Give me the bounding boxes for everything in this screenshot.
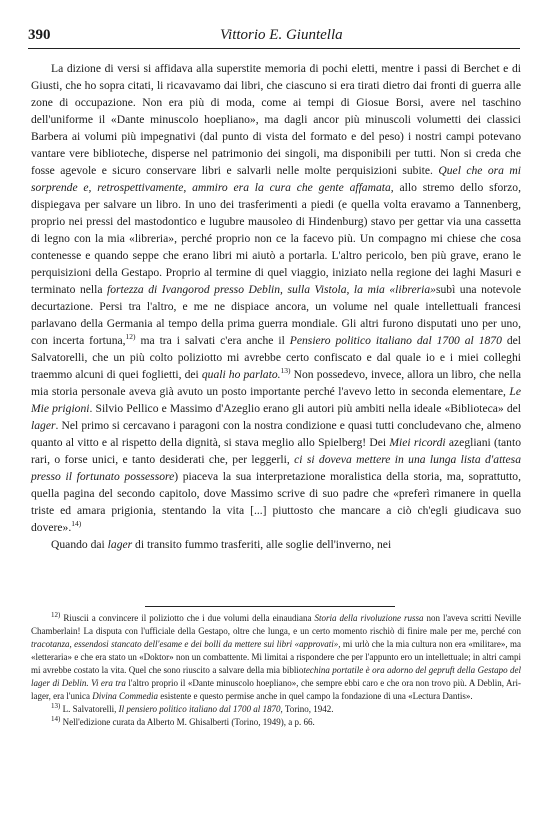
paragraph [31,60,521,536]
italic-run: Divina Commedia [92,691,158,701]
running-title: Vittorio E. Giuntella [220,27,343,43]
text-run: . Nel primo si cercavano i paragoni con la nostra condizione e quasi tutti concludevano che, almeno quanto al vitto e al rispetto della dignità, si stava meglio allo Spielberg! Dei [31,419,521,449]
text-run: allo stremo dello sforzo, dispiegava per salvare un libro. In uno dei trasferimenti a piedi (e quella volta eravamo a Tannenberg, proprio nei pressi del mastodontico e lugubre mausoleo di Hindenburg) stavo per gettar via una cassetta di legno con la mia «libreria», perché proprio non ce la facevo più. Un compagno mi chiese che cosa contenesse e quando seppe che erano libri mi aiutò a portarla. L'altro pericolo, ben più grave, erano le perquisizioni della Gestapo. Proprio al termine di quel viaggio, iniziato nella regione dei laghi Masuri e terminato nella [31,181,521,296]
italic-run: Il pensiero politico italiano dal 1700 al 1870 [118,704,281,714]
italic-run: Miei ricordi [389,436,446,449]
text-run: ma tra i salvati c'era anche il [135,334,290,347]
italic-run: Pensiero politico italiano dal 1700 al 1870 [289,334,502,347]
italic-run: tracotanza, essendosi stancato dell'esame e dei bolli da mettere sui libri «approvati», [31,639,341,649]
text-run: Nell'edizione curata da Alberto M. Ghisalberti (Torino, 1949), a p. 66. [60,717,315,727]
footnote-ref-14: 14) [71,519,82,529]
footnotes [31,612,521,729]
text-run: Riuscii a convincere il poliziotto che i due volumi della einaudiana [60,613,315,623]
text-run: Quando dai [51,538,108,551]
text-run: azegliani (tanto rari, o forse unici, e tanto desiderati che, per leggerli, [31,436,521,466]
italic-run: lager [31,419,56,432]
footnote-number: 12) [51,611,61,619]
footnote-number: 13) [51,702,61,710]
text-run: Non possedevo, invece, allora un libro, che nella mia storia personale aveva già avuto un posto importante perché l'avevo letto in seconda elementare, [31,368,522,398]
text-run: del Salvatorelli, che un più colto poliziotto mi avrebbe certo confiscato e dal quale io e i miei colleghi traemmo alcuni di quei foglietti, dei [31,334,522,381]
text-run: , Torino, 1942. [280,704,334,714]
italic-run: lager [107,538,133,551]
italic-run: quali ho parlato. [201,368,281,381]
text-run: ) piaceva la sua interpretazione moralistica della storia, ma, soprattutto, quella pagina del secondo capitolo, dove Massimo scrive di suo padre che «preferì rimanere in quella triste ed amara prigionia, stentando la vita [...] piuttosto che mancare a ciò ch'egli giudicava suo dovere». [31,470,522,534]
italic-run: Le Mie prigioni [31,385,521,415]
footnote-14 [31,716,521,729]
text-run: mi urlò che la mia cultura non era «militare», ma «letteraria» e che era stato un «Doktor» non un combattente. Mi limitai a rispondere che per l'appunto ero un intellettuale; in altri campi mi avrebbe costato la vita. Quel che sono riuscito a salvare della mia biblio [31,639,521,675]
text-run: La dizione di versi si affidava alla superstite memoria di pochi eletti, mentre i passi di Berchet e di Giusti, che ho sopra citati, li ricavavamo dai libri, che ciascuno si era tirati dietro dai fronti di guerra alle zone di occupazione. Non era più di moda, come ai tempi di Giosue Borsi, avere nel taschino dell'uniforme il «Dante minuscolo hoepliano», ma dagli ancor più minuscoli volumetti dei classici Barbera ai volumi più impegnativi (dal punto di vista del formato e del peso) i nostri campi potevano vantare vere biblioteche, disperse nel patrimonio dei singoli, ma disponibili per tutti. Non si creda che fosse agevole e sicuro conservare libri e salvarli nelle molte perquisizioni subite. [31,62,521,177]
text-run: L. Salvatorelli, [60,704,119,714]
footnote-number: 14) [51,715,61,723]
body-text [31,60,521,553]
italic-run: Storia della rivoluzione russa [314,613,424,623]
paragraph [31,536,521,553]
italic-run: fortezza di Ivangorod presso Deblin, sulla Vistola, la mia «libreria» [107,283,436,296]
page-number: 390 [28,27,51,43]
footnote-divider [145,606,395,607]
footnote-ref-12: 12) [125,332,136,342]
text-run: di transito fummo trasferiti, alle soglie dell'inverno, nei [132,538,392,551]
text-run: esistente e questo permise anche in quel campo la fondazione di una «Lectura Dantis». [157,691,473,701]
footnote-12 [31,612,521,703]
text-run: subì una notevole decurtazione. Persi tra l'altro, e me ne dispiace ancora, un volume nel quale intellettuali francesi parlavano della Germania al tempo della prima guerra mondiale. Gli altri furono disputati uno per uno, con incerta fortuna, [31,283,521,347]
italic-run: ci si doveva mettere in una lunga lista d'attesa presso il fortunato possessore [31,453,521,483]
text-run: . Silvio Pellico e Massimo d'Azeglio erano gli autori più ambiti nella ideale «Biblioteca» del [89,402,521,415]
text-run: non l'aveva scritti Neville Chamberlain! La disputa con l'ufficiale della Gestapo, oltre che lunga, e un certo momento rischiò di finire male per me, perché con [31,613,521,636]
running-head [28,26,520,49]
footnote-13 [31,703,521,716]
italic-run: Quel che ora mi sorprende e, retrospettivamente, ammiro era la cura che gente affamata, [31,164,521,194]
text-run: l'altro proprio il «Dante minuscolo hoepliano», che sempre ebbi caro e che ora non trovo più. A Deblin, Ari-lager, era l'unica [31,678,521,701]
italic-run: techina portatile è ora adorno del gepruft della Gestapo del lager di Deblin. Vi era tra [31,665,521,688]
footnote-ref-13: 13) [280,366,291,376]
